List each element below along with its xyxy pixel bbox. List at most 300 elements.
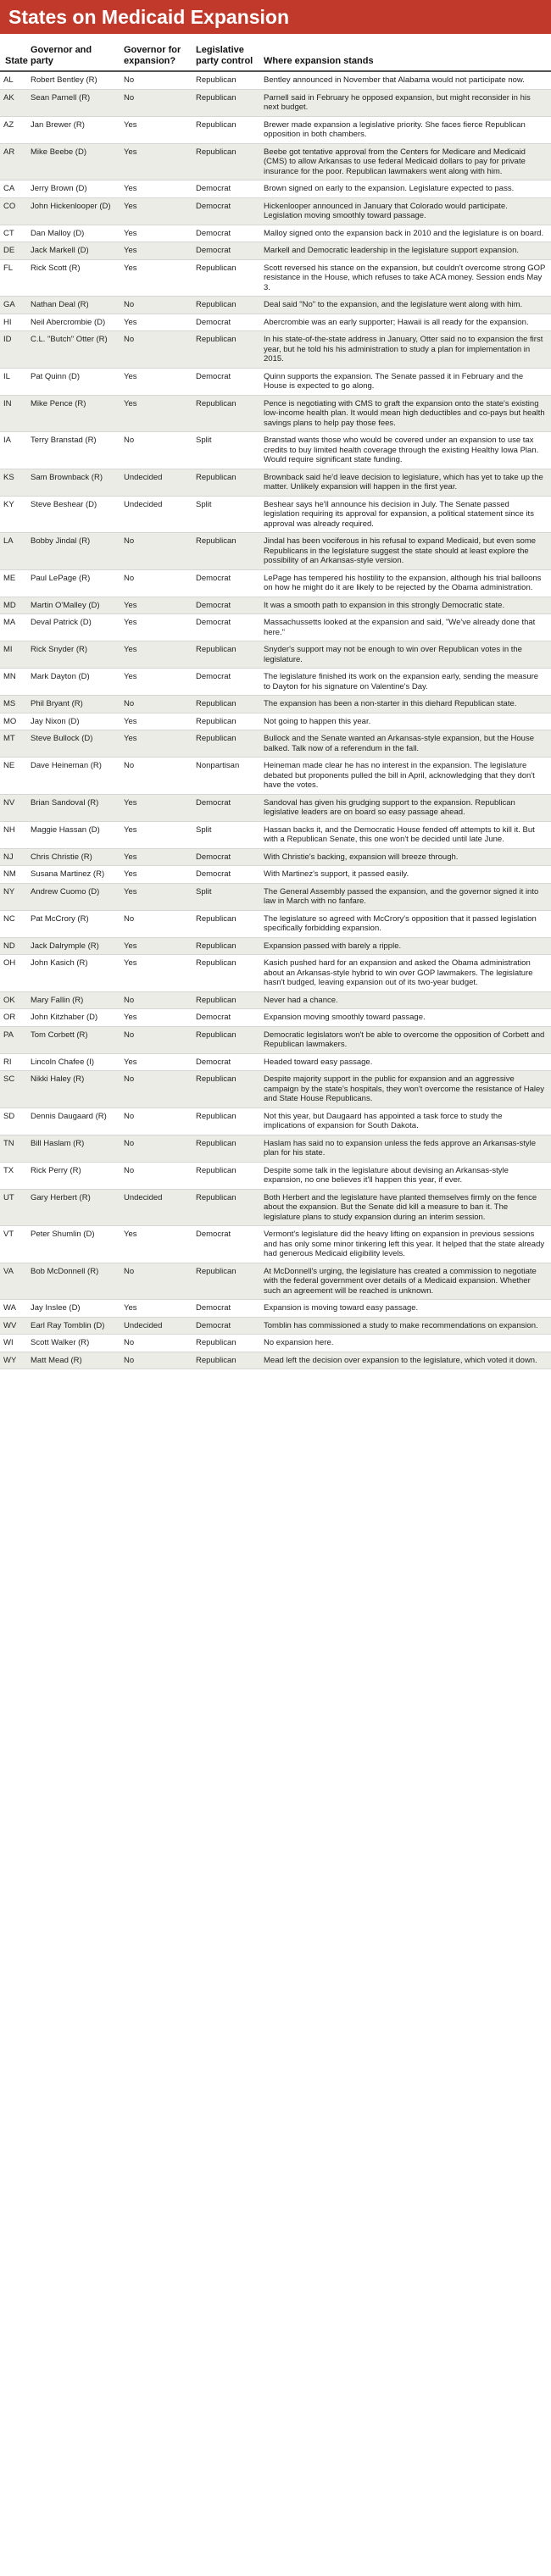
party-control-cell: Democrat: [191, 1226, 259, 1263]
for-expansion-cell: No: [119, 1352, 191, 1369]
where-cell: Malloy signed onto the expansion back in 2010 and the legislature is on board.: [259, 225, 551, 242]
party-control-cell: Republican: [191, 331, 259, 369]
table-header: [0, 34, 551, 71]
state-cell: AR: [0, 143, 25, 180]
state-cell: MT: [0, 730, 25, 758]
table-row: [0, 730, 551, 758]
governor-cell: Nathan Deal (R): [25, 297, 119, 314]
where-cell: Haslam has said no to expansion unless the feds approve an Arkansas-style plan for his state.: [259, 1135, 551, 1162]
party-control-cell: Democrat: [191, 848, 259, 866]
state-cell: IN: [0, 395, 25, 432]
party-control-cell: Democrat: [191, 368, 259, 395]
table-row: [0, 794, 551, 821]
party-control-cell: Split: [191, 496, 259, 533]
where-cell: With Martinez's support, it passed easily.: [259, 866, 551, 884]
party-control-cell: Democrat: [191, 1317, 259, 1335]
table-row: [0, 696, 551, 713]
table-row: [0, 89, 551, 116]
table-row: [0, 1162, 551, 1189]
party-control-cell: Republican: [191, 730, 259, 758]
governor-cell: Rick Scott (R): [25, 259, 119, 297]
governor-cell: Sam Brownback (R): [25, 469, 119, 496]
where-cell: Brownback said he'd leave decision to legislature, which has yet to take up the matter. Unlikely expansion will happen in the first year.: [259, 469, 551, 496]
state-cell: GA: [0, 297, 25, 314]
governor-cell: Martin O'Malley (D): [25, 597, 119, 614]
governor-cell: Brian Sandoval (R): [25, 794, 119, 821]
governor-cell: Mary Fallin (R): [25, 991, 119, 1009]
state-cell: MO: [0, 713, 25, 730]
for-expansion-cell: No: [119, 297, 191, 314]
where-cell: The legislature so agreed with McCrory's opposition that it passed legislation specifically forbidding expansion.: [259, 910, 551, 937]
party-control-cell: Republican: [191, 641, 259, 669]
table-row: [0, 937, 551, 955]
table-row: [0, 1300, 551, 1318]
table-row: [0, 432, 551, 469]
governor-cell: Gary Herbert (R): [25, 1189, 119, 1226]
where-cell: Brewer made expansion a legislative priority. She faces fierce Republican opposition in both chambers.: [259, 116, 551, 143]
state-cell: NE: [0, 758, 25, 795]
for-expansion-cell: Yes: [119, 730, 191, 758]
table-row: [0, 1108, 551, 1135]
table-row: [0, 297, 551, 314]
where-cell: Jindal has been vociferous in his refusal to expand Medicaid, but even some Republicans in the legislature suggest the state should at least explore the possibility of an Arkansas-style version.: [259, 533, 551, 570]
state-cell: MN: [0, 669, 25, 696]
for-expansion-cell: Yes: [119, 937, 191, 955]
party-control-cell: Democrat: [191, 197, 259, 225]
governor-cell: Pat Quinn (D): [25, 368, 119, 395]
for-expansion-cell: Yes: [119, 242, 191, 260]
where-cell: Bullock and the Senate wanted an Arkansas-style expansion, but the House balked. Talk now of a referendum in the fall.: [259, 730, 551, 758]
governor-cell: Rick Snyder (R): [25, 641, 119, 669]
table-row: [0, 569, 551, 597]
where-cell: Bentley announced in November that Alabama would not participate now.: [259, 71, 551, 89]
party-control-cell: Republican: [191, 1335, 259, 1352]
for-expansion-cell: No: [119, 696, 191, 713]
state-cell: OH: [0, 955, 25, 992]
governor-cell: Jan Brewer (R): [25, 116, 119, 143]
for-expansion-cell: Yes: [119, 180, 191, 198]
where-cell: Abercrombie was an early supporter; Hawaii is all ready for the expansion.: [259, 314, 551, 331]
governor-cell: Matt Mead (R): [25, 1352, 119, 1369]
table-row: [0, 597, 551, 614]
table-row: [0, 496, 551, 533]
state-cell: OK: [0, 991, 25, 1009]
for-expansion-cell: Undecided: [119, 496, 191, 533]
party-control-cell: Split: [191, 821, 259, 848]
for-expansion-cell: Yes: [119, 1053, 191, 1071]
governor-cell: Mike Beebe (D): [25, 143, 119, 180]
party-control-cell: Democrat: [191, 669, 259, 696]
table-row: [0, 368, 551, 395]
state-cell: MI: [0, 641, 25, 669]
for-expansion-cell: Yes: [119, 955, 191, 992]
where-cell: Deal said "No" to the expansion, and the legislature went along with him.: [259, 297, 551, 314]
party-control-cell: Republican: [191, 1026, 259, 1053]
for-expansion-cell: No: [119, 71, 191, 89]
party-control-cell: Republican: [191, 1263, 259, 1300]
state-cell: LA: [0, 533, 25, 570]
state-cell: NC: [0, 910, 25, 937]
table-row: [0, 1352, 551, 1369]
where-cell: Kasich pushed hard for an expansion and asked the Obama administration about an Arkansas-style hybrid to win over GOP lawmakers. The legislature hasn't budged, leaving expansion out of its two-year budget.: [259, 955, 551, 992]
state-cell: VA: [0, 1263, 25, 1300]
header-governor: Governor and party: [25, 34, 119, 71]
table-row: [0, 991, 551, 1009]
governor-cell: Mike Pence (R): [25, 395, 119, 432]
where-cell: The General Assembly passed the expansion, and the governor signed it into law in March with no fanfare.: [259, 883, 551, 910]
for-expansion-cell: Yes: [119, 259, 191, 297]
state-cell: TX: [0, 1162, 25, 1189]
header-state: State: [0, 34, 25, 71]
state-cell: WI: [0, 1335, 25, 1352]
table-row: [0, 669, 551, 696]
for-expansion-cell: Yes: [119, 143, 191, 180]
state-cell: AK: [0, 89, 25, 116]
table-row: [0, 314, 551, 331]
governor-cell: Andrew Cuomo (D): [25, 883, 119, 910]
governor-cell: Lincoln Chafee (I): [25, 1053, 119, 1071]
state-cell: NH: [0, 821, 25, 848]
where-cell: No expansion here.: [259, 1335, 551, 1352]
for-expansion-cell: No: [119, 1263, 191, 1300]
party-control-cell: Democrat: [191, 180, 259, 198]
party-control-cell: Republican: [191, 937, 259, 955]
table-row: [0, 71, 551, 89]
party-control-cell: Republican: [191, 910, 259, 937]
for-expansion-cell: No: [119, 569, 191, 597]
where-cell: Headed toward easy passage.: [259, 1053, 551, 1071]
for-expansion-cell: Yes: [119, 116, 191, 143]
where-cell: The expansion has been a non-starter in this diehard Republican state.: [259, 696, 551, 713]
state-cell: HI: [0, 314, 25, 331]
table-row: [0, 1071, 551, 1108]
state-cell: NV: [0, 794, 25, 821]
where-cell: Beebe got tentative approval from the Centers for Medicare and Medicaid (CMS) to allow Arkansas to use federal Medicaid dollars to pay for private insurance for the poor. Republican lawmakers went along with him.: [259, 143, 551, 180]
where-cell: Sandoval has given his grudging support to the expansion. Republican legislative leaders are on board so easy passage ahead.: [259, 794, 551, 821]
state-cell: KY: [0, 496, 25, 533]
governor-cell: Maggie Hassan (D): [25, 821, 119, 848]
governor-cell: Pat McCrory (R): [25, 910, 119, 937]
party-control-cell: Republican: [191, 1108, 259, 1135]
governor-cell: Paul LePage (R): [25, 569, 119, 597]
table-row: [0, 1135, 551, 1162]
table-row: [0, 242, 551, 260]
for-expansion-cell: No: [119, 758, 191, 795]
table-row: [0, 955, 551, 992]
for-expansion-cell: Yes: [119, 866, 191, 884]
state-cell: RI: [0, 1053, 25, 1071]
state-cell: IL: [0, 368, 25, 395]
state-cell: MS: [0, 696, 25, 713]
state-cell: PA: [0, 1026, 25, 1053]
where-cell: Both Herbert and the legislature have planted themselves firmly on the fence about the expansion. But the Senate did kill a measure to ban it. The legislature plans to study expansion during an interim session.: [259, 1189, 551, 1226]
table-row: [0, 866, 551, 884]
party-control-cell: Democrat: [191, 1300, 259, 1318]
party-control-cell: Republican: [191, 1189, 259, 1226]
for-expansion-cell: No: [119, 1026, 191, 1053]
party-control-cell: Republican: [191, 955, 259, 992]
party-control-cell: Democrat: [191, 314, 259, 331]
state-cell: MD: [0, 597, 25, 614]
where-cell: Hassan backs it, and the Democratic House fended off attempts to kill it. But with a Republican Senate, this one won't be decided until late June.: [259, 821, 551, 848]
table-row: [0, 910, 551, 937]
for-expansion-cell: No: [119, 432, 191, 469]
party-control-cell: Democrat: [191, 794, 259, 821]
table-row: [0, 225, 551, 242]
table-row: [0, 1026, 551, 1053]
where-cell: The legislature finished its work on the expansion early, sending the measure to Dayton for his signature on Valentine's Day.: [259, 669, 551, 696]
table-row: [0, 848, 551, 866]
header-row: [0, 34, 551, 71]
state-cell: ID: [0, 331, 25, 369]
governor-cell: Terry Branstad (R): [25, 432, 119, 469]
where-cell: Expansion moving smoothly toward passage.: [259, 1009, 551, 1027]
table-row: [0, 259, 551, 297]
for-expansion-cell: No: [119, 991, 191, 1009]
for-expansion-cell: No: [119, 1135, 191, 1162]
table-row: [0, 1053, 551, 1071]
state-cell: NY: [0, 883, 25, 910]
party-control-cell: Republican: [191, 143, 259, 180]
for-expansion-cell: No: [119, 533, 191, 570]
governor-cell: Peter Shumlin (D): [25, 1226, 119, 1263]
governor-cell: Jack Dalrymple (R): [25, 937, 119, 955]
party-control-cell: Democrat: [191, 242, 259, 260]
for-expansion-cell: No: [119, 1108, 191, 1135]
title-banner: [0, 0, 551, 34]
party-control-cell: Republican: [191, 297, 259, 314]
table-row: [0, 641, 551, 669]
state-cell: SD: [0, 1108, 25, 1135]
for-expansion-cell: Yes: [119, 821, 191, 848]
for-expansion-cell: No: [119, 910, 191, 937]
where-cell: Massachussetts looked at the expansion and said, "We've already done that here.": [259, 614, 551, 641]
governor-cell: Robert Bentley (R): [25, 71, 119, 89]
governor-cell: Susana Martinez (R): [25, 866, 119, 884]
party-control-cell: Democrat: [191, 1053, 259, 1071]
where-cell: Snyder's support may not be enough to win over Republican votes in the legislature.: [259, 641, 551, 669]
state-cell: NJ: [0, 848, 25, 866]
governor-cell: Scott Walker (R): [25, 1335, 119, 1352]
party-control-cell: Nonpartisan: [191, 758, 259, 795]
table-row: [0, 395, 551, 432]
page-title: States on Medicaid Expansion: [8, 6, 290, 28]
state-cell: MA: [0, 614, 25, 641]
where-cell: LePage has tempered his hostility to the expansion, although his trial balloons on how he might do it are likely to be rejected by the Obama administration.: [259, 569, 551, 597]
governor-cell: C.L. "Butch" Otter (R): [25, 331, 119, 369]
party-control-cell: Democrat: [191, 569, 259, 597]
for-expansion-cell: Yes: [119, 794, 191, 821]
where-cell: Mead left the decision over expansion to the legislature, which voted it down.: [259, 1352, 551, 1369]
state-cell: WY: [0, 1352, 25, 1369]
state-cell: ME: [0, 569, 25, 597]
state-cell: CT: [0, 225, 25, 242]
table-body: [0, 71, 551, 1369]
governor-cell: Chris Christie (R): [25, 848, 119, 866]
governor-cell: Phil Bryant (R): [25, 696, 119, 713]
governor-cell: Bob McDonnell (R): [25, 1263, 119, 1300]
party-control-cell: Republican: [191, 1352, 259, 1369]
for-expansion-cell: Undecided: [119, 1317, 191, 1335]
where-cell: Not this year, but Daugaard has appointed a task force to study the implications of expansion for South Dakota.: [259, 1108, 551, 1135]
table-row: [0, 883, 551, 910]
governor-cell: Jerry Brown (D): [25, 180, 119, 198]
party-control-cell: Republican: [191, 713, 259, 730]
party-control-cell: Republican: [191, 395, 259, 432]
where-cell: It was a smooth path to expansion in this strongly Democratic state.: [259, 597, 551, 614]
table-row: [0, 1263, 551, 1300]
where-cell: Heineman made clear he has no interest in the expansion. The legislature debated but proponents pulled the bill in April, acknowledging that they don't have the votes.: [259, 758, 551, 795]
state-cell: CA: [0, 180, 25, 198]
for-expansion-cell: Yes: [119, 368, 191, 395]
for-expansion-cell: Yes: [119, 197, 191, 225]
where-cell: Quinn supports the expansion. The Senate passed it in February and the House is expected to go along.: [259, 368, 551, 395]
where-cell: Scott reversed his stance on the expansion, but couldn't overcome strong GOP resistance in the House, which refuses to take ACA money. Session ends May 3.: [259, 259, 551, 297]
party-control-cell: Split: [191, 883, 259, 910]
for-expansion-cell: Yes: [119, 848, 191, 866]
party-control-cell: Democrat: [191, 866, 259, 884]
for-expansion-cell: Yes: [119, 883, 191, 910]
party-control-cell: Republican: [191, 469, 259, 496]
governor-cell: Jay Inslee (D): [25, 1300, 119, 1318]
for-expansion-cell: No: [119, 89, 191, 116]
header-for-expansion: Governor for expansion?: [119, 34, 191, 71]
table-row: [0, 713, 551, 730]
governor-cell: Jay Nixon (D): [25, 713, 119, 730]
table-row: [0, 1189, 551, 1226]
for-expansion-cell: Yes: [119, 395, 191, 432]
table-row: [0, 469, 551, 496]
header-party-control: Legislative party control: [191, 34, 259, 71]
for-expansion-cell: Yes: [119, 314, 191, 331]
governor-cell: Nikki Haley (R): [25, 1071, 119, 1108]
for-expansion-cell: No: [119, 331, 191, 369]
governor-cell: Bill Haslam (R): [25, 1135, 119, 1162]
party-control-cell: Republican: [191, 696, 259, 713]
table-row: [0, 331, 551, 369]
where-cell: Pence is negotiating with CMS to graft the expansion onto the state's existing low-income health plan. It would mean high deductibles and co-pays but health savings plans to help pay those fees.: [259, 395, 551, 432]
state-cell: VT: [0, 1226, 25, 1263]
for-expansion-cell: Yes: [119, 1226, 191, 1263]
for-expansion-cell: No: [119, 1071, 191, 1108]
table-row: [0, 143, 551, 180]
where-cell: With Christie's backing, expansion will breeze through.: [259, 848, 551, 866]
governor-cell: Earl Ray Tomblin (D): [25, 1317, 119, 1335]
state-cell: KS: [0, 469, 25, 496]
where-cell: Despite some talk in the legislature about devising an Arkansas-style expansion, no one believes it'll happen this year, if ever.: [259, 1162, 551, 1189]
governor-cell: Deval Patrick (D): [25, 614, 119, 641]
governor-cell: Steve Beshear (D): [25, 496, 119, 533]
where-cell: Despite majority support in the public for expansion and an aggressive campaign by the state's hospitals, they won't overcome the resistance of Haley and State House Republicans.: [259, 1071, 551, 1108]
party-control-cell: Republican: [191, 259, 259, 297]
governor-cell: Jack Markell (D): [25, 242, 119, 260]
party-control-cell: Democrat: [191, 614, 259, 641]
table-row: [0, 1226, 551, 1263]
party-control-cell: Republican: [191, 89, 259, 116]
for-expansion-cell: Yes: [119, 713, 191, 730]
where-cell: Parnell said in February he opposed expansion, but might reconsider in his next budget.: [259, 89, 551, 116]
party-control-cell: Republican: [191, 116, 259, 143]
party-control-cell: Republican: [191, 533, 259, 570]
where-cell: Beshear says he'll announce his decision in July. The Senate passed legislation requiring its approval for expansion, a political statement since its approval was already required.: [259, 496, 551, 533]
where-cell: Democratic legislators won't be able to overcome the opposition of Corbett and Republican lawmakers.: [259, 1026, 551, 1053]
where-cell: In his state-of-the-state address in January, Otter said no to expansion the first year, but he told his his administration to study a plan for implementation in 2015.: [259, 331, 551, 369]
where-cell: Branstad wants those who would be covered under an expansion to use tax credits to buy limited health coverage through the existing Healthy Iowa Plan. Would require significant state funding.: [259, 432, 551, 469]
table-row: [0, 197, 551, 225]
state-cell: WA: [0, 1300, 25, 1318]
governor-cell: Bobby Jindal (R): [25, 533, 119, 570]
for-expansion-cell: Yes: [119, 614, 191, 641]
governor-cell: Tom Corbett (R): [25, 1026, 119, 1053]
party-control-cell: Democrat: [191, 225, 259, 242]
party-control-cell: Republican: [191, 1071, 259, 1108]
table-row: [0, 1009, 551, 1027]
state-cell: DE: [0, 242, 25, 260]
table-row: [0, 116, 551, 143]
where-cell: Never had a chance.: [259, 991, 551, 1009]
for-expansion-cell: Yes: [119, 1300, 191, 1318]
governor-cell: John Hickenlooper (D): [25, 197, 119, 225]
state-cell: ND: [0, 937, 25, 955]
state-cell: OR: [0, 1009, 25, 1027]
for-expansion-cell: Yes: [119, 225, 191, 242]
party-control-cell: Split: [191, 432, 259, 469]
party-control-cell: Republican: [191, 1162, 259, 1189]
state-cell: SC: [0, 1071, 25, 1108]
state-cell: AZ: [0, 116, 25, 143]
for-expansion-cell: Yes: [119, 641, 191, 669]
state-cell: FL: [0, 259, 25, 297]
for-expansion-cell: Undecided: [119, 469, 191, 496]
state-cell: AL: [0, 71, 25, 89]
for-expansion-cell: No: [119, 1162, 191, 1189]
party-control-cell: Republican: [191, 1135, 259, 1162]
governor-cell: John Kasich (R): [25, 955, 119, 992]
expansion-table: [0, 34, 551, 1369]
state-cell: TN: [0, 1135, 25, 1162]
for-expansion-cell: No: [119, 1335, 191, 1352]
governor-cell: Rick Perry (R): [25, 1162, 119, 1189]
for-expansion-cell: Yes: [119, 597, 191, 614]
state-cell: IA: [0, 432, 25, 469]
for-expansion-cell: Undecided: [119, 1189, 191, 1226]
governor-cell: Sean Parnell (R): [25, 89, 119, 116]
table-row: [0, 614, 551, 641]
governor-cell: Dave Heineman (R): [25, 758, 119, 795]
table-row: [0, 758, 551, 795]
where-cell: Brown signed on early to the expansion. Legislature expected to pass.: [259, 180, 551, 198]
where-cell: Tomblin has commissioned a study to make recommendations on expansion.: [259, 1317, 551, 1335]
where-cell: Hickenlooper announced in January that Colorado would participate. Legislation moving smoothly toward passage.: [259, 197, 551, 225]
state-cell: CO: [0, 197, 25, 225]
governor-cell: Mark Dayton (D): [25, 669, 119, 696]
table-row: [0, 1335, 551, 1352]
party-control-cell: Republican: [191, 991, 259, 1009]
where-cell: Vermont's legislature did the heavy lifting on expansion in previous sessions and has only some minor tinkering left this year. It helped that the state already had generous Medicaid eligibility levels.: [259, 1226, 551, 1263]
state-cell: UT: [0, 1189, 25, 1226]
table-row: [0, 1317, 551, 1335]
where-cell: At McDonnell's urging, the legislature has created a commission to negotiate with the federal government over details of a Medicaid expansion. Whether such an agreement will be reached is unknown.: [259, 1263, 551, 1300]
for-expansion-cell: Yes: [119, 1009, 191, 1027]
party-control-cell: Democrat: [191, 1009, 259, 1027]
governor-cell: Dennis Daugaard (R): [25, 1108, 119, 1135]
where-cell: Expansion is moving toward easy passage.: [259, 1300, 551, 1318]
header-where: Where expansion stands: [259, 34, 551, 71]
table-row: [0, 821, 551, 848]
table-row: [0, 533, 551, 570]
governor-cell: John Kitzhaber (D): [25, 1009, 119, 1027]
where-cell: Expansion passed with barely a ripple.: [259, 937, 551, 955]
